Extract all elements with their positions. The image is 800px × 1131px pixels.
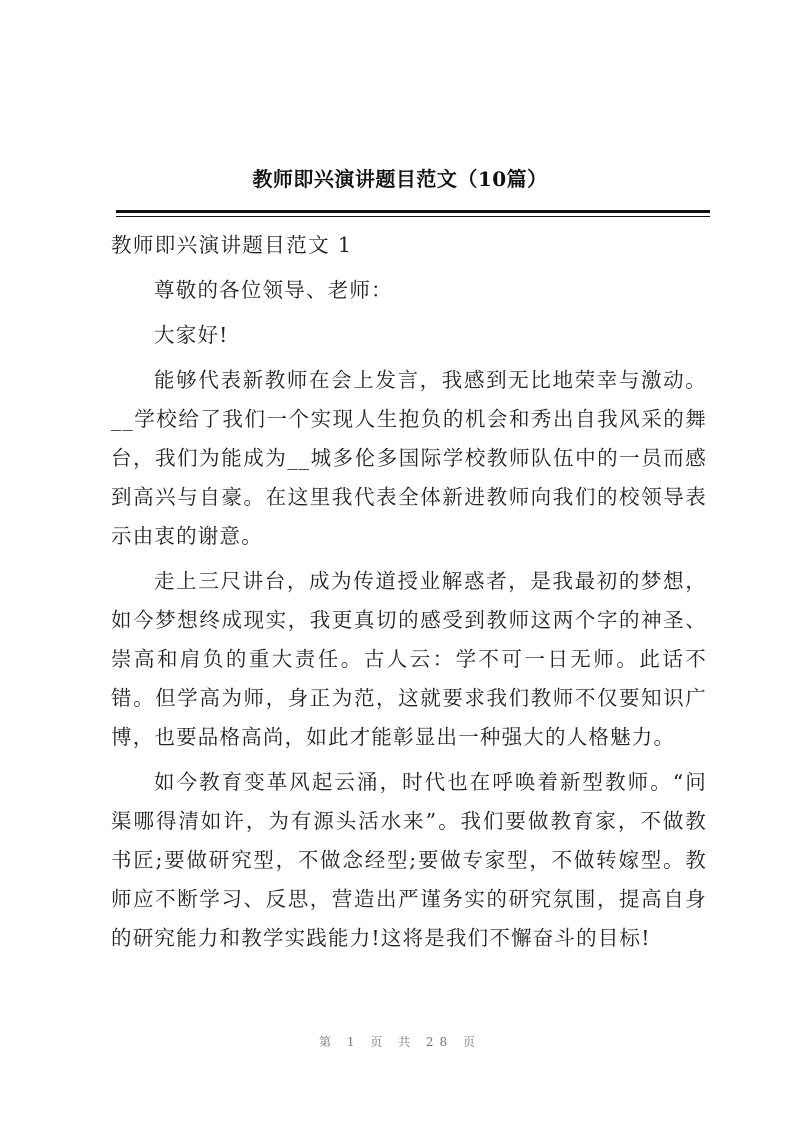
body-paragraph: 如今教育变革风起云涌，时代也在呼唤着新型教师。“问渠哪得清如许，为有源头活水来”。我们要做教育家，不做教书匠;要做研究型，不做念经型;要做专家型，不做转嫁型。教师应不断学习、反思，营造出严谨务实的研究氛围，提高自身的研究能力和教学实践能力!这将是我们不懈奋斗的目标! <box>111 770 707 950</box>
title-divider <box>116 210 710 213</box>
document-body <box>111 226 707 964</box>
section-heading: 教师即兴演讲题目范文 1 <box>111 233 353 257</box>
document-title: 教师即兴演讲题目范文（10篇） <box>252 167 548 191</box>
greeting-paragraph: 大家好! <box>154 323 229 347</box>
body-paragraph: 能够代表新教师在会上发言，我感到无比地荣幸与激动。__学校给了我们一个实现人生抱负的机会和秀出自我风采的舞台，我们为能成为__城多伦多国际学校教师队伍中的一员而感到高兴与自豪。在这里我代表全体新进教师向我们的校领导表示由衷的谢意。 <box>111 368 707 548</box>
body-paragraph: 走上三尺讲台，成为传道授业解惑者，是我最初的梦想，如今梦想终成现实，我更真切的感受到教师这两个字的神圣、崇高和肩负的重大责任。古人云：学不可一日无师。此话不错。但学高为师，身正为范，这就要求我们教师不仅要知识广博，也要品格高尚，如此才能彰显出一种强大的人格魅力。 <box>111 569 707 749</box>
page-number-footer: 第 1 页 共 28 页 <box>319 1035 481 1049</box>
title-divider-thin <box>116 216 710 217</box>
salutation-paragraph: 尊敬的各位领导、老师： <box>154 278 393 302</box>
